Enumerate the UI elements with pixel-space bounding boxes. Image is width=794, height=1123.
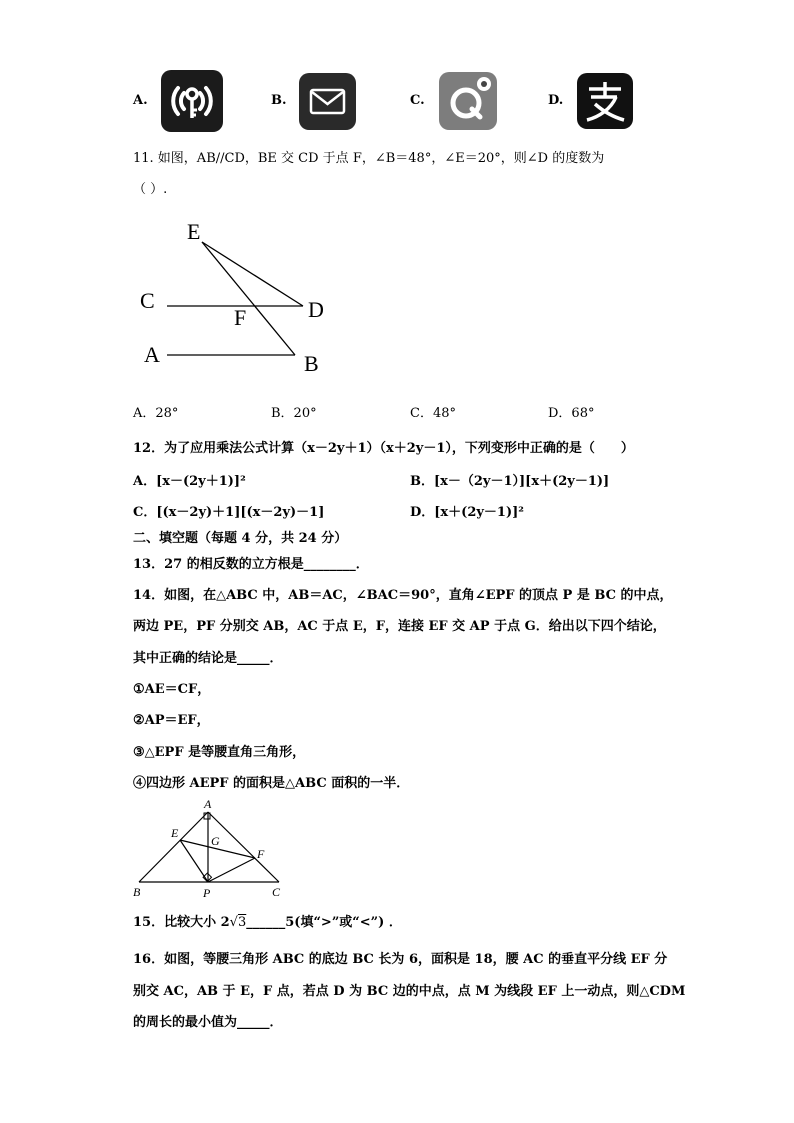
q11-figure <box>130 215 340 380</box>
q14-figure <box>128 795 288 903</box>
q14-label-f: F <box>257 847 265 861</box>
q12-option-b: B．[x－（2y－1）][x＋(2y－1)] <box>410 474 610 489</box>
q-app-icon <box>439 72 497 130</box>
q14-line1: 14．如图，在△ABC 中，AB＝AC，∠BAC＝90°，直角∠EPF 的顶点 P 是 BC 的中点， <box>133 588 673 603</box>
section-fill-in-blank-title: 二、填空题（每题 4 分，共 24 分） <box>133 531 348 546</box>
q16-line3: 的周长的最小值为_____． <box>133 1015 283 1030</box>
q12-option-c: C．[(x－2y)＋1][(x－2y)－1] <box>133 505 325 520</box>
q14-conclusion-3: ③△EPF 是等腰直角三角形， <box>133 745 306 760</box>
q15-prefix: 15．比较大小 2 <box>133 915 230 930</box>
q14-label-a: A <box>204 797 212 811</box>
q11-option-d: D．68° <box>548 406 595 421</box>
sqrt-symbol: √ <box>229 915 238 930</box>
q11-label-b: B <box>304 351 319 376</box>
q13-text: 13．27 的相反数的立方根是________． <box>133 557 369 572</box>
q14-conclusion-2: ②AP＝EF， <box>133 713 210 728</box>
q14-label-b: B <box>133 885 141 899</box>
alipay-app-icon <box>577 73 633 129</box>
q15-radicand: 3 <box>237 915 247 930</box>
q16-line2: 别交 AC，AB 于 E，F 点，若点 D 为 BC 边的中点，点 M 为线段 EF 上一动点，则△CDM <box>133 984 686 999</box>
q11-label-c: C <box>140 288 155 313</box>
q11-label-f: F <box>234 305 247 330</box>
wifi-key-app-icon <box>161 70 223 132</box>
option-b-label: B. <box>271 93 287 108</box>
q11-option-a: A．28° <box>133 406 179 421</box>
q14-line3: 其中正确的结论是_____． <box>133 651 283 666</box>
q11-label-a: A <box>144 342 160 367</box>
q14-label-g: G <box>211 834 220 848</box>
q11-option-b: B．20° <box>271 406 317 421</box>
q12-option-a: A．[x－(2y＋1)]² <box>133 474 246 489</box>
q11-text-cont: （ ）. <box>133 182 168 197</box>
q11-text: 11. 如图，AB//CD，BE 交 CD 于点 F，∠B＝48°，∠E＝20°，则∠D 的度数为 <box>133 151 605 166</box>
q14-label-p: P <box>203 886 211 900</box>
q11-label-e: E <box>187 219 201 244</box>
q12-text: 12．为了应用乘法公式计算（x－2y＋1）（x＋2y－1），下列变形中正确的是（ ） <box>133 441 634 456</box>
q14-label-c: C <box>272 885 281 899</box>
q11-label-d: D <box>308 297 324 322</box>
option-a-label: A. <box>133 93 148 108</box>
q16-line1: 16．如图，等腰三角形 ABC 的底边 BC 长为 6，面积是 18，腰 AC 的垂直平分线 EF 分 <box>133 952 668 967</box>
option-c-label: C. <box>410 93 425 108</box>
option-d-label: D. <box>548 93 564 108</box>
q15-text <box>133 914 402 932</box>
q11-option-c: C．48° <box>410 406 456 421</box>
q12-option-d: D．[x＋(2y－1)]² <box>410 505 524 520</box>
q14-conclusion-1: ①AE＝CF， <box>133 682 211 697</box>
q14-label-e: E <box>171 826 179 840</box>
q14-conclusion-4: ④四边形 AEPF 的面积是△ABC 面积的一半． <box>133 776 410 791</box>
q14-line2: 两边 PE，PF 分别交 AB，AC 于点 E，F，连接 EF 交 AP 于点 G．给出以下四个结论， <box>133 619 666 634</box>
q15-suffix: ______5(填“>”或“<”) ． <box>246 915 402 930</box>
mail-app-icon <box>299 73 356 130</box>
